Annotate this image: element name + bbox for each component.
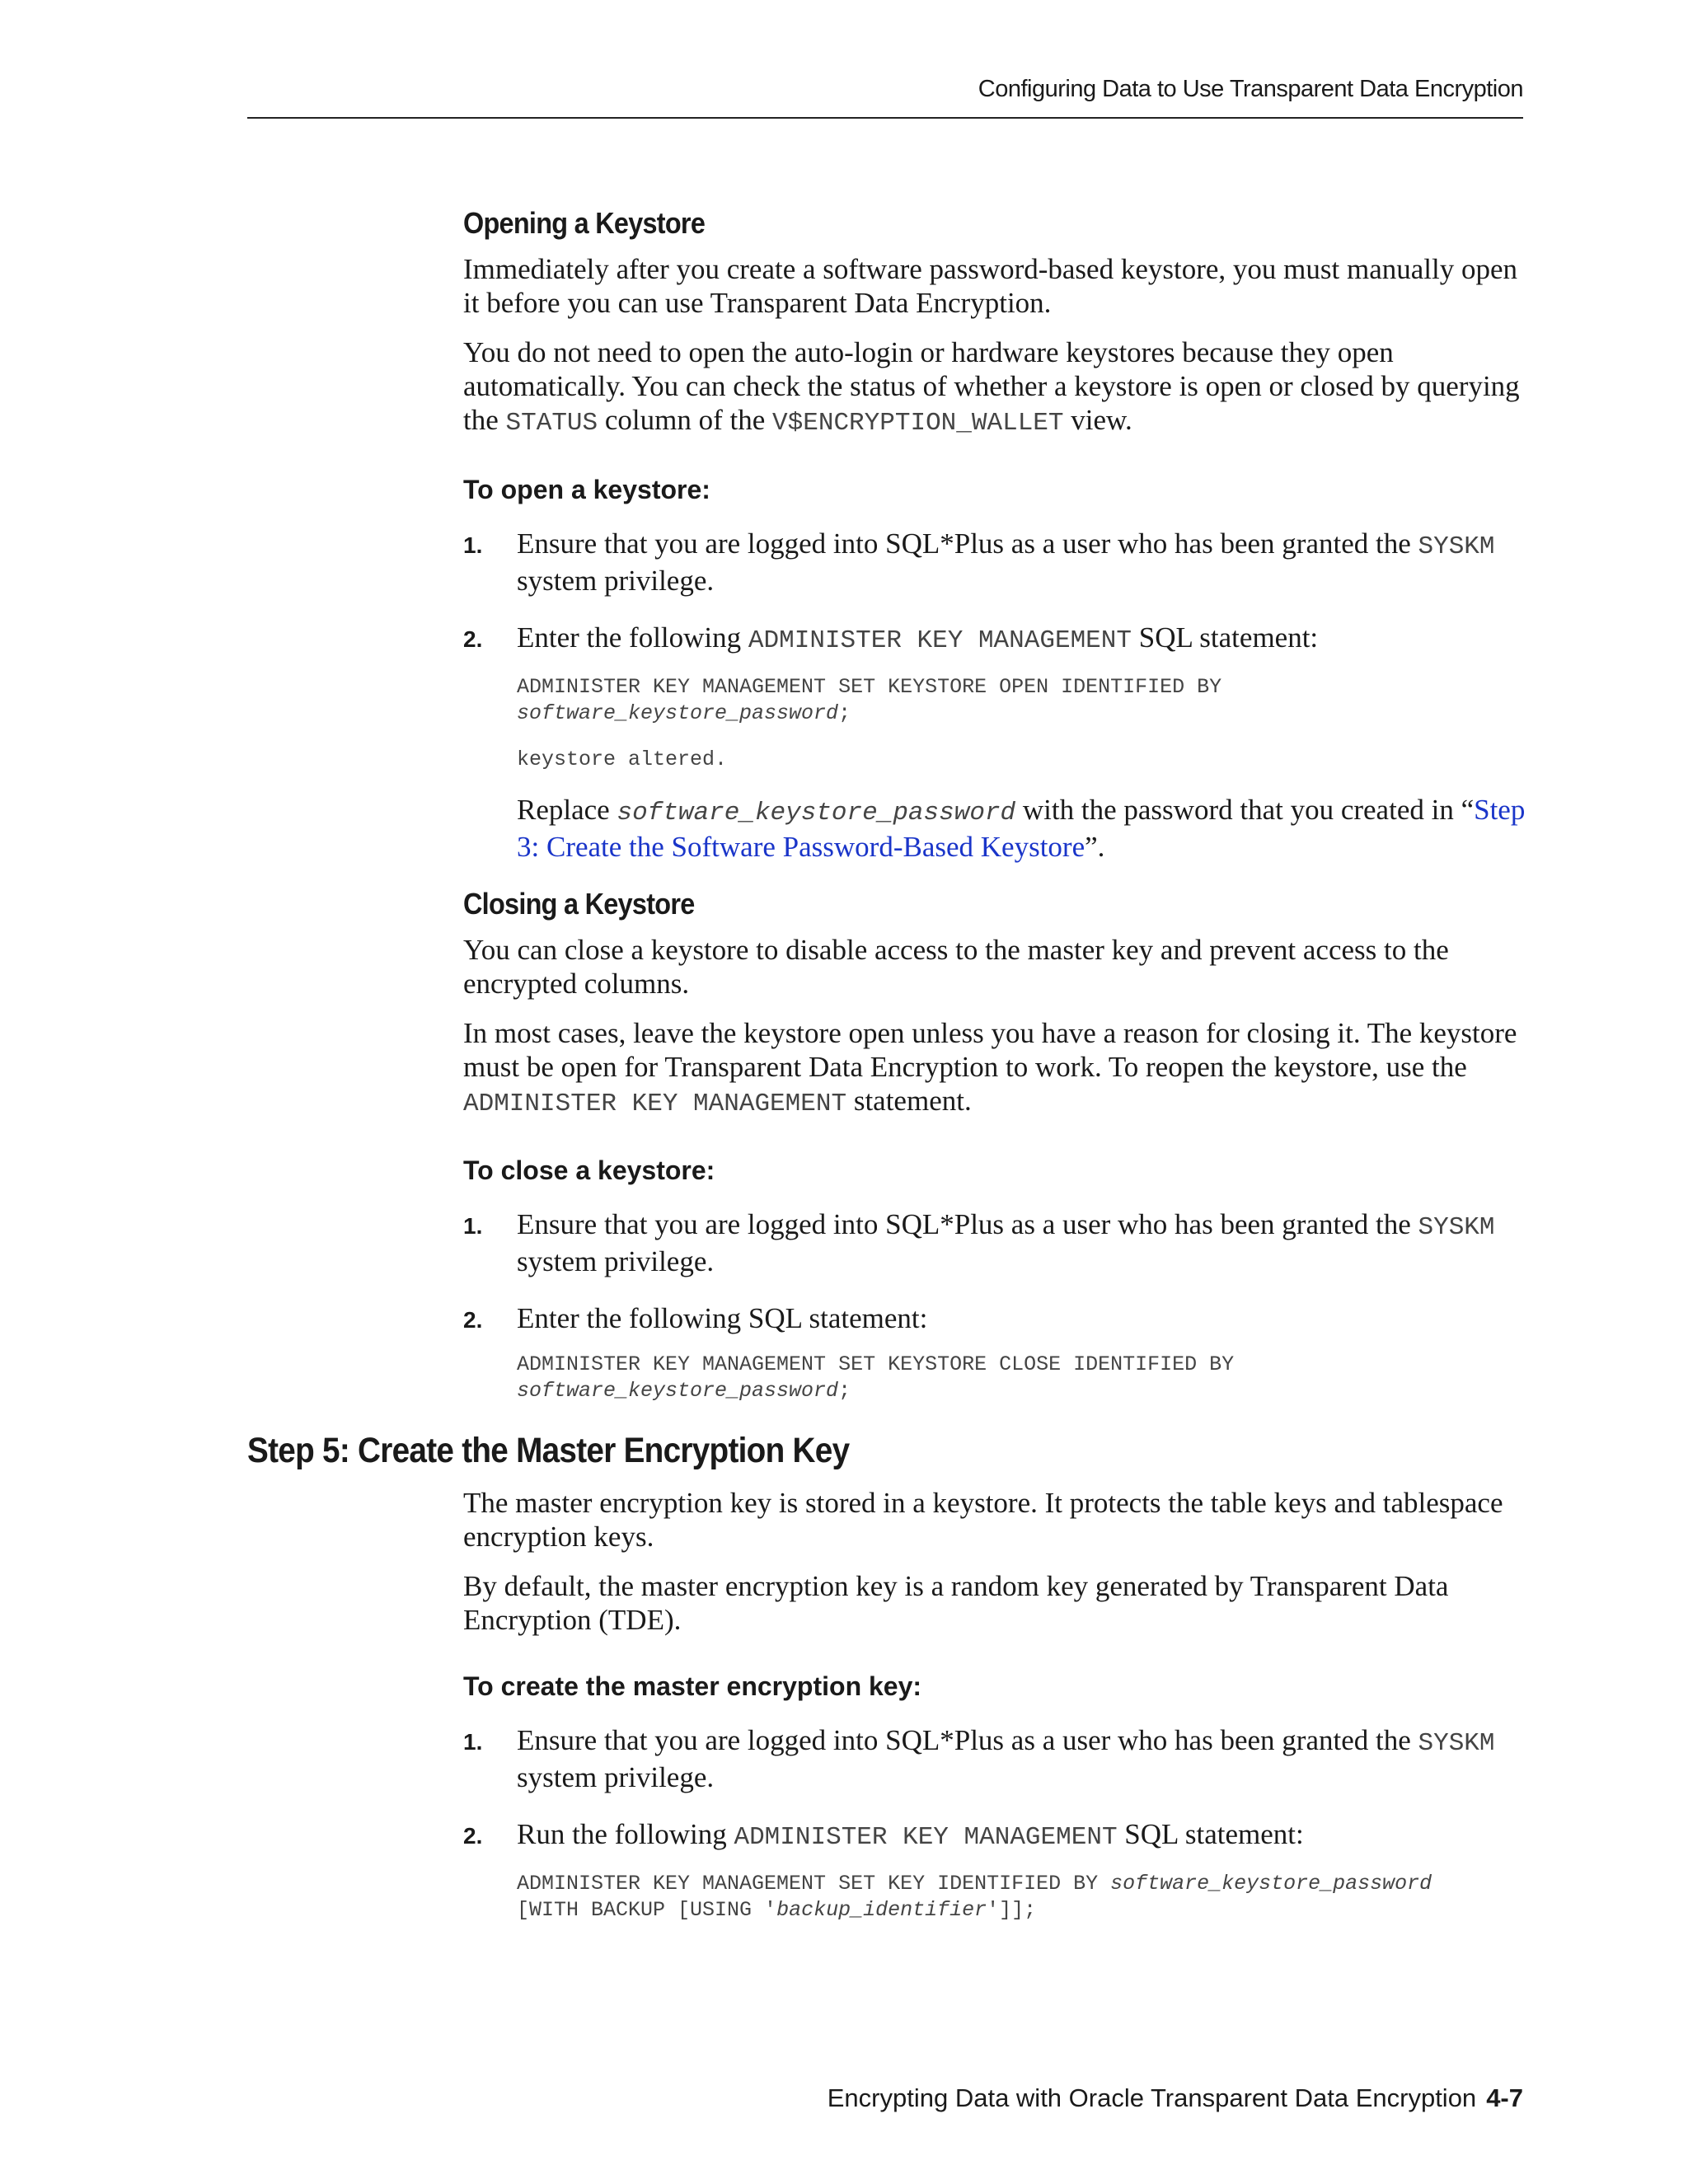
step-number: 2.: [463, 626, 483, 652]
page-content: [247, 206, 1526, 1943]
text: statement.: [846, 1085, 972, 1117]
create-key-procedure-title: To create the master encryption key:: [463, 1671, 922, 1701]
inline-code-status: STATUS: [505, 409, 598, 438]
code-placeholder: software_keystore_password: [1110, 1872, 1432, 1896]
code-placeholder: backup_identifier: [776, 1898, 987, 1922]
text: In most cases, leave the keystore open unless you have a reason for closing it. The keystore must be open for Transparent Data Encryption to work. To reopen the keystore, use the: [463, 1017, 1517, 1083]
inline-code-syskm: SYSKM: [1418, 532, 1495, 561]
close-step-1: [463, 1207, 1526, 1278]
text: Enter the following: [517, 621, 748, 654]
step-number: 2.: [463, 1823, 483, 1849]
page-header: [247, 74, 1523, 119]
code-placeholder: software_keystore_password: [517, 701, 839, 725]
closing-keystore-heading: Closing a Keystore: [463, 887, 695, 921]
open-step-1: [463, 527, 1526, 598]
code-line: keystore altered.: [517, 748, 728, 771]
create-key-code-block: [517, 1871, 1526, 1924]
inline-code-admin: ADMINISTER KEY MANAGEMENT: [748, 626, 1132, 655]
opening-keystore-heading: Opening a Keystore: [463, 206, 706, 240]
step-number: 2.: [463, 1307, 483, 1333]
inline-code-admin: ADMINISTER KEY MANAGEMENT: [463, 1090, 847, 1118]
open-step-2: [463, 621, 1526, 658]
close-procedure-title: To close a keystore:: [463, 1155, 715, 1185]
running-title: Configuring Data to Use Transparent Data Encryption: [978, 76, 1523, 102]
code-text: ;: [838, 701, 851, 725]
inline-code-placeholder: software_keystore_password: [617, 799, 1016, 827]
step-number: 1.: [463, 1213, 483, 1239]
text: system privilege.: [517, 565, 715, 597]
open-procedure-title: To open a keystore:: [463, 475, 710, 504]
inline-code-view: V$ENCRYPTION_WALLET: [772, 409, 1064, 438]
inline-code-syskm: SYSKM: [1418, 1213, 1495, 1242]
text: SQL statement:: [1117, 1818, 1304, 1850]
book-title: Encrypting Data with Oracle Transparent Data Encryption: [827, 2083, 1477, 2112]
open-code-result: [517, 747, 1526, 773]
text: SQL statement:: [1131, 621, 1319, 654]
create-step-2: [463, 1817, 1526, 1854]
code-text: [WITH BACKUP [USING ': [517, 1898, 777, 1922]
code-text: ;: [838, 1379, 851, 1403]
step-number: 1.: [463, 1729, 483, 1755]
opening-para-2: [463, 335, 1526, 440]
closing-para-1: You can close a keystore to disable access to the master key and prevent access to the encrypted columns.: [463, 934, 1449, 1000]
step-3-link[interactable]: Step 3: Create the Software Password-Based Keystore: [517, 794, 1526, 863]
inline-code-admin: ADMINISTER KEY MANAGEMENT: [734, 1823, 1118, 1852]
text: system privilege.: [517, 1761, 715, 1793]
code-text: ']];: [987, 1898, 1037, 1922]
page-footer: [828, 2083, 1523, 2113]
inline-code-syskm: SYSKM: [1418, 1729, 1495, 1758]
step5-para-1: The master encryption key is stored in a keystore. It protects the table keys and tablespace encryption keys.: [463, 1487, 1503, 1553]
replace-note: [517, 793, 1526, 864]
text: ”.: [1085, 831, 1105, 863]
code-placeholder: software_keystore_password: [517, 1379, 839, 1403]
page-number: 4-7: [1486, 2083, 1523, 2112]
opening-para-1: Immediately after you create a software password-based keystore, you must manually open it before you can use Transparent Data Encryption.: [463, 253, 1518, 319]
step-5-heading: Step 5: Create the Master Encryption Key: [247, 1431, 850, 1470]
close-code-block: [517, 1352, 1526, 1404]
text: system privilege.: [517, 1245, 715, 1277]
text: Ensure that you are logged into SQL*Plus as a user who has been granted the: [517, 1208, 1418, 1240]
text: with the password that you created in “: [1015, 794, 1475, 826]
code-text: ADMINISTER KEY MANAGEMENT SET KEY IDENTIFIED BY: [517, 1872, 1111, 1896]
text: Ensure that you are logged into SQL*Plus as a user who has been granted the: [517, 527, 1418, 560]
closing-para-2: [463, 1016, 1526, 1121]
code-line: ADMINISTER KEY MANAGEMENT SET KEYSTORE OPEN IDENTIFIED BY: [517, 675, 1222, 699]
create-step-1: [463, 1723, 1526, 1794]
code-line: ADMINISTER KEY MANAGEMENT SET KEYSTORE CLOSE IDENTIFIED BY: [517, 1352, 1235, 1376]
close-step-2: [463, 1301, 1526, 1335]
text: Enter the following SQL statement:: [517, 1302, 928, 1334]
step5-para-2: By default, the master encryption key is a random key generated by Transparent Data Encryption (TDE).: [463, 1570, 1449, 1636]
open-code-block: [517, 674, 1526, 727]
text: Replace: [517, 794, 617, 826]
text: Ensure that you are logged into SQL*Plus as a user who has been granted the: [517, 1724, 1418, 1756]
text: Run the following: [517, 1818, 734, 1850]
text: column of the: [598, 404, 773, 436]
step-number: 1.: [463, 532, 483, 558]
text: You do not need to open the auto-login or hardware keystores because they open automatically. You can check the status of whether a keystore is open or closed by querying the: [463, 336, 1520, 436]
text: view.: [1063, 404, 1132, 436]
